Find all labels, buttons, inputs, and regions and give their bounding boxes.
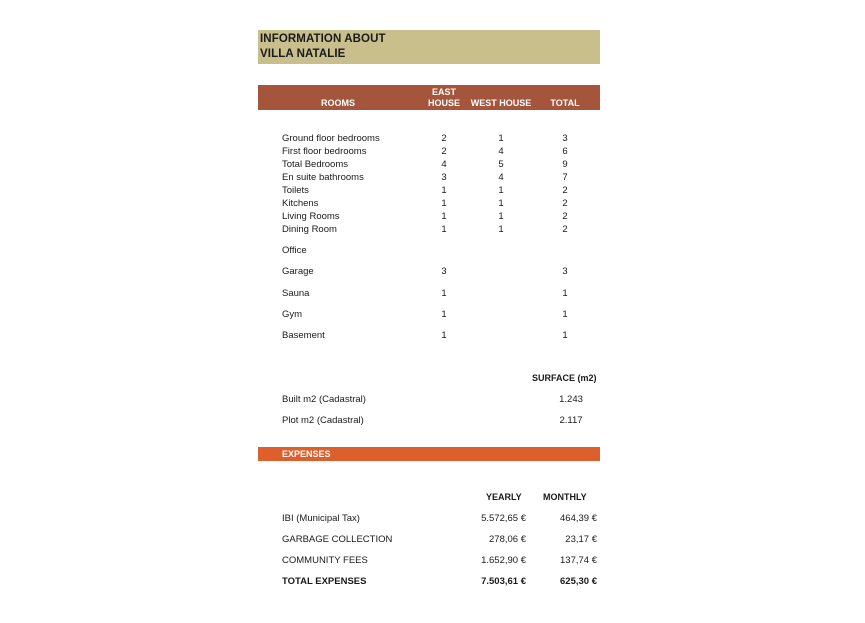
expense-yearly: 278,06 € <box>489 534 526 545</box>
east-value: 2 <box>441 133 447 144</box>
east-value: 3 <box>441 172 447 183</box>
total-value: 1 <box>562 288 568 299</box>
east-value: 1 <box>441 309 447 320</box>
east-value: 1 <box>441 330 447 341</box>
total-value: 3 <box>562 133 568 144</box>
row-label: Total Bedrooms <box>282 159 349 170</box>
row-label: Kitchens <box>282 198 319 209</box>
header-east-line-1: EAST <box>431 87 456 97</box>
east-value: 1 <box>441 288 447 299</box>
total-value: 1 <box>562 330 568 341</box>
total-value: 2 <box>562 211 568 222</box>
west-value: 4 <box>498 172 504 183</box>
expense-monthly: 464,39 € <box>560 513 597 524</box>
west-value: 4 <box>498 146 504 157</box>
west-value: 5 <box>498 159 504 170</box>
total-value: 2 <box>562 224 568 235</box>
expense-monthly: 23,17 € <box>565 534 597 545</box>
row-label: En suite bathrooms <box>282 172 364 183</box>
row-label: Toilets <box>282 185 309 196</box>
east-value: 1 <box>441 211 447 222</box>
expense-yearly: 5.572,65 € <box>481 513 526 524</box>
west-value: 1 <box>498 185 504 196</box>
expense-monthly: 137,74 € <box>560 555 597 566</box>
page-title-line-2: VILLA NATALIE <box>260 48 346 60</box>
surface-value-built: 1.243 <box>559 394 583 405</box>
surface-value-plot: 2.117 <box>559 415 583 426</box>
row-label: Gym <box>282 309 303 320</box>
header-yearly: YEARLY <box>486 492 522 502</box>
east-value: 1 <box>441 185 447 196</box>
expenses-title: EXPENSES <box>282 449 331 459</box>
east-value: 4 <box>441 159 447 170</box>
total-expenses-monthly: 625,30 € <box>560 576 597 587</box>
header-west-house: WEST HOUSE <box>470 98 532 108</box>
row-label: Garage <box>282 266 314 277</box>
expense-label: GARBAGE COLLECTION <box>282 534 393 545</box>
header-total: TOTAL <box>550 98 580 108</box>
row-label: Basement <box>282 330 325 341</box>
west-value: 1 <box>498 133 504 144</box>
east-value: 1 <box>441 198 447 209</box>
total-expenses-yearly: 7.503,61 € <box>481 576 526 587</box>
west-value: 1 <box>498 224 504 235</box>
expense-label: IBI (Municipal Tax) <box>282 513 360 524</box>
total-value: 7 <box>562 172 568 183</box>
total-value: 2 <box>562 185 568 196</box>
west-value: 1 <box>498 198 504 209</box>
page-title-line-1: INFORMATION ABOUT <box>260 33 386 45</box>
total-value: 2 <box>562 198 568 209</box>
row-label: First floor bedrooms <box>282 146 367 157</box>
expense-label: COMMUNITY FEES <box>282 555 368 566</box>
row-label: Living Rooms <box>282 211 340 222</box>
total-value: 1 <box>562 309 568 320</box>
expense-yearly: 1.652,90 € <box>481 555 526 566</box>
total-value: 3 <box>562 266 568 277</box>
surface-label-built: Built m2 (Cadastral) <box>282 394 366 405</box>
east-value: 3 <box>441 266 447 277</box>
row-label: Sauna <box>282 288 310 299</box>
row-label: Ground floor bedrooms <box>282 133 380 144</box>
row-label: Office <box>282 245 307 256</box>
west-value: 1 <box>498 211 504 222</box>
total-expenses-label: TOTAL EXPENSES <box>282 576 367 587</box>
total-value: 6 <box>562 146 568 157</box>
row-label: Dining Room <box>282 224 337 235</box>
surface-label-plot: Plot m2 (Cadastral) <box>282 415 364 426</box>
east-value: 1 <box>441 224 447 235</box>
header-monthly: MONTHLY <box>543 492 587 502</box>
surface-header: SURFACE (m2) <box>532 373 597 383</box>
total-value: 9 <box>562 159 568 170</box>
east-value: 2 <box>441 146 447 157</box>
header-east-line-2: HOUSE <box>427 98 460 108</box>
header-rooms: ROOMS <box>320 98 355 108</box>
